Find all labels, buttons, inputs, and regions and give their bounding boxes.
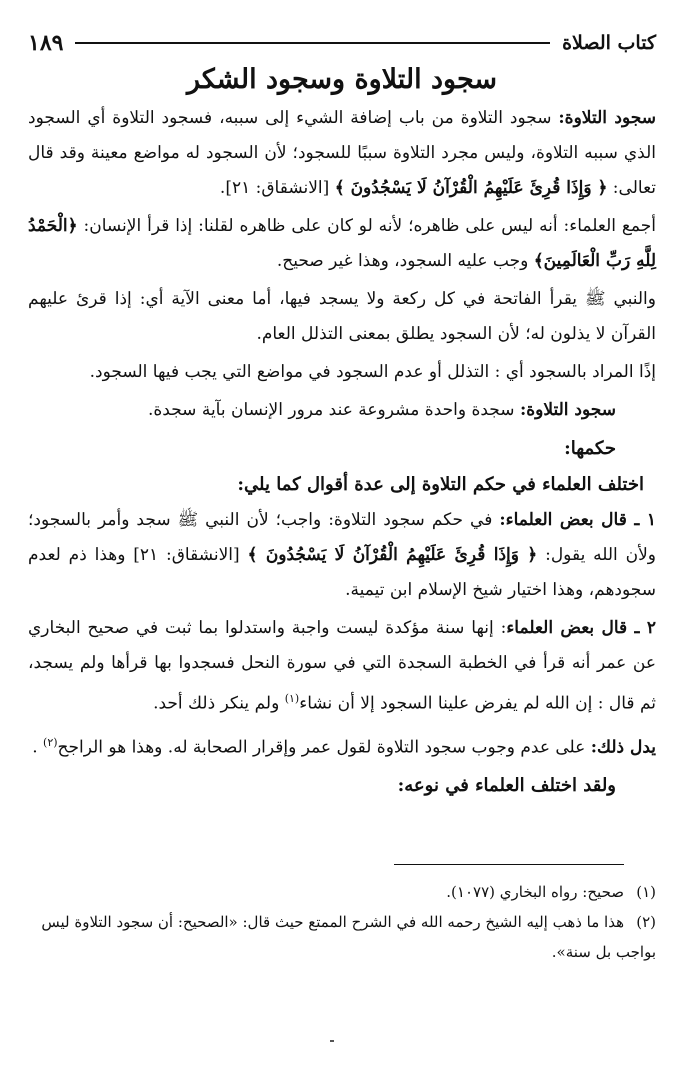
term: يدل ذلك: (590, 737, 656, 758)
paragraph-text: سجود التلاوة من باب إضافة الشيء إلى سببه، فسجود التلاوة أي السجود الذي سببه التلاوة، وليس مجرد التلاوة سببًا للسجود؛ لأن السجود له مواضع معينة وقد قال تعالى: (28, 108, 656, 198)
header-rule (75, 42, 550, 44)
footnote-number: (٢) (636, 913, 656, 932)
footnote-item (28, 907, 656, 967)
paragraph-opinion-2 (28, 611, 656, 722)
footnote-text: هذا ما ذهب إليه الشيخ رحمه الله في الشرح الممتع حيث قال: «الصحيح: أن سجود التلاوة ليس بواجب بل سنة». (41, 913, 656, 962)
quran-verse: ﴿الْحَمْدُ لِلَّهِ رَبِّ الْعَالَمِينَ﴾ (28, 216, 656, 271)
paragraph-sajda-def (28, 393, 656, 428)
print-mark (330, 1040, 334, 1042)
footnote-divider (394, 864, 624, 865)
footnote-number: (١) (636, 883, 656, 902)
chapter-title: سجود التلاوة وسجود الشكر (186, 64, 498, 95)
term: سجود التلاوة: (519, 400, 616, 420)
term: سجود التلاوة: (558, 108, 656, 128)
paragraph-prophet: والنبي ﷺ يقرأ الفاتحة في كل ركعة ولا يسجد فيها، أما معنى الآية أي: إذا قرئ عليهم القرآن لا يذلون له؛ لأن السجود يطلق بمعنى التذلل العام. (28, 289, 656, 344)
footnote-ref[interactable]: (١) (284, 692, 300, 705)
paragraph-text: أجمع العلماء: أنه ليس على ظاهره؛ لأنه لو كان على ظاهره لقلنا: إذا قرأ الإنسان: (77, 216, 656, 236)
paragraph-opinion-1 (28, 503, 656, 608)
paragraph-text-tail: [الانشقاق: ٢١] وهذا ذم لعدم سجودهم، وهذا اختيار شيخ الإسلام ابن تيمية. (28, 545, 656, 600)
verse-reference: [الانشقاق: ٢١]. (219, 178, 335, 198)
footnotes (28, 877, 656, 967)
paragraph-text: في حكم سجود التلاوة: واجب؛ لأن النبي ﷺ سجد وأمر بالسجود؛ ولأن الله يقول: (28, 510, 657, 565)
paragraph-text-tail: وجب عليه السجود، وهذا غير صحيح. (276, 251, 534, 271)
paragraph-meaning: إذًا المراد بالسجود أي : التذلل أو عدم السجود في مواضع التي يجب فيها السجود. (89, 362, 656, 382)
page-number: ١٨٩ (28, 30, 64, 56)
paragraph-text: على عدم وجوب سجود التلاوة لقول عمر وإقرار الصحابة له. وهذا هو الراجح (57, 737, 591, 758)
paragraph-consensus (28, 209, 656, 279)
paragraph-text-tail: . (32, 737, 44, 758)
paragraph-text: سجدة واحدة مشروعة عند مرور الإنسان بآية سجدة. (147, 400, 520, 420)
book-title: كتاب الصلاة (562, 32, 656, 54)
subheading-opinions: اختلف العلماء في حكم التلاوة إلى عدة أقوال كما يلي: (237, 474, 644, 495)
subheading-types: ولقد اختلف العلماء في نوعه: (397, 775, 616, 797)
paragraph-conclusion (28, 725, 656, 766)
footnote-text: صحيح: رواه البخاري (١٠٧٧). (446, 883, 624, 902)
footnote-ref[interactable]: (٢) (43, 735, 58, 749)
paragraph-definition (28, 101, 656, 206)
subheading-ruling: حكمها: (564, 438, 616, 459)
running-header (28, 26, 656, 60)
paragraph-text-tail: ولم ينكر ذلك أحد. (153, 693, 285, 714)
quran-verse: ﴿ وَإِذَا قُرِئَ عَلَيْهِمُ الْقُرْآنُ لَا يَسْجُدُونَ ﴾ (334, 178, 608, 198)
paragraph-text: : إنها سنة مؤكدة ليست واجبة واستدلوا بما ثبت في صحيح البخاري عن عمر أنه قرأ في الخطبة السجدة التي في سورة النحل فسجدوا بها قرأها ولم يسجد، ثم قال : إن الله لم يفرض علينا السجود إلا أن نشاء (28, 618, 656, 714)
term: ١ ـ قال بعض العلماء: (499, 510, 656, 530)
footnote-item (28, 877, 656, 907)
quran-verse: ﴿ وَإِذَا قُرِئَ عَلَيْهِمُ الْقُرْآنُ لَا يَسْجُدُونَ ﴾ (247, 545, 538, 565)
term: ٢ ـ قال بعض العلماء (506, 618, 656, 638)
